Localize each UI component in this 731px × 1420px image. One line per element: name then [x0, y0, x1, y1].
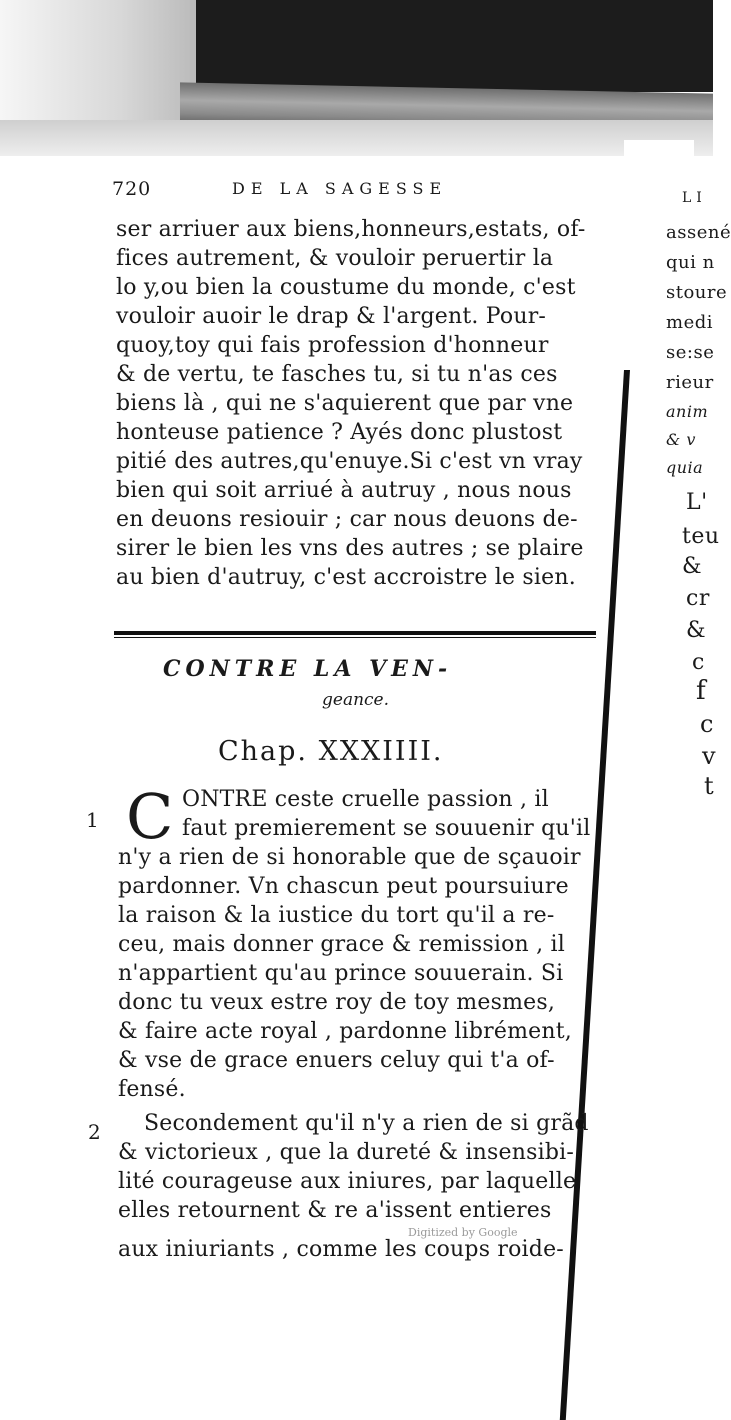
facing-line: t — [704, 772, 715, 800]
chapter-line: pardonner. Vn chascun peut poursuiure — [118, 874, 569, 899]
chapter-line: la raison & la iustice du tort qu'il a re- — [118, 903, 555, 928]
section-divider — [114, 631, 596, 635]
facing-line: teu — [682, 524, 720, 549]
chapter-line: & vse de grace enuers celuy qui t'a of- — [118, 1048, 555, 1073]
drop-cap: C — [126, 780, 174, 853]
facing-line: & — [682, 554, 703, 579]
facing-line: anim — [666, 402, 709, 421]
page-number: 720 — [112, 178, 152, 200]
body-line: honteuse patience ? Ayés donc plustost — [116, 420, 563, 445]
body-line: au bien d'autruy, c'est accroistre le sien. — [116, 565, 576, 590]
facing-line: se:se — [666, 342, 715, 363]
marginal-number: 1 — [86, 808, 99, 832]
body-line: biens là , qui ne s'aquierent que par vne — [116, 391, 574, 416]
facing-line: & — [686, 618, 707, 643]
body-line: quoy,toy qui fais profession d'honneur — [116, 333, 549, 358]
facing-line: c — [700, 710, 714, 738]
chapter-line: donc tu veux estre roy de toy mesmes, — [118, 990, 556, 1015]
body-line: en deuons resiouir ; car nous deuons de- — [116, 507, 578, 532]
chapter-line: elles retournent & re a'issent entieres — [118, 1198, 552, 1223]
facing-line: c — [692, 650, 705, 675]
body-line: bien qui soit arriué à autruy , nous nous — [116, 478, 572, 503]
digitization-watermark: Digitized by Google — [408, 1226, 518, 1239]
chapter-heading: Chap. XXXIIII. — [218, 736, 444, 767]
chapter-line: n'y a rien de si honorable que de sçauoir — [118, 845, 581, 870]
facing-line: rieur — [666, 372, 714, 393]
scan-edge-dark — [196, 0, 713, 92]
chapter-line: n'appartient qu'au prince souuerain. Si — [118, 961, 564, 986]
chapter-line: lité courageuse aux iniures, par laquelle — [118, 1169, 577, 1194]
marginal-number: 2 — [88, 1120, 101, 1144]
chapter-line: ONTRE ceste cruelle passion , il — [182, 787, 549, 812]
body-line: vouloir auoir le drap & l'argent. Pour- — [116, 304, 547, 329]
chapter-line: & victorieux , que la dureté & insensibi- — [118, 1140, 574, 1165]
section-title: CONTRE LA VEN- — [163, 656, 453, 682]
chapter-line: fensé. — [118, 1077, 186, 1102]
page-header — [112, 178, 612, 202]
body-line: pitié des autres,qu'enuye.Si c'est vn vray — [116, 449, 583, 474]
facing-line: stoure — [666, 282, 728, 303]
facing-line: L' — [686, 490, 708, 515]
chapter-line: aux iniuriants , comme les coups roide- — [118, 1237, 564, 1262]
chapter-line: ceu, mais donner grace & remission , il — [118, 932, 565, 957]
running-head: DE LA SAGESSE — [232, 179, 448, 198]
chapter-line: Secondement qu'il n'y a rien de si grãd — [144, 1111, 589, 1136]
facing-line: v — [702, 742, 717, 770]
facing-line: medi — [666, 312, 713, 333]
body-line: fices autrement, & vouloir peruertir la — [116, 246, 554, 271]
scan-edge-left — [0, 0, 200, 140]
chapter-line: & faire acte royal , pardonne librément, — [118, 1019, 572, 1044]
section-divider-thin — [114, 637, 596, 638]
facing-line: cr — [686, 586, 710, 611]
facing-page-head: LI — [682, 190, 707, 206]
page-top-shadow — [0, 120, 713, 156]
body-line: sirer le bien les vns des autres ; se plaire — [116, 536, 584, 561]
section-title-continuation: geance. — [322, 690, 390, 710]
facing-line: assené — [666, 222, 731, 243]
body-line: ser arriuer aux biens,honneurs,estats, of- — [116, 217, 586, 242]
body-line: & de vertu, te fasches tu, si tu n'as ces — [116, 362, 558, 387]
facing-line: & v — [666, 430, 696, 449]
body-line: lo y,ou bien la coustume du monde, c'est — [116, 275, 576, 300]
facing-line: qui n — [666, 252, 715, 273]
facing-line: quia — [666, 458, 704, 477]
chapter-line: faut premierement se souuenir qu'il — [182, 816, 591, 841]
facing-line: f — [696, 676, 707, 706]
facing-page — [656, 190, 731, 1280]
